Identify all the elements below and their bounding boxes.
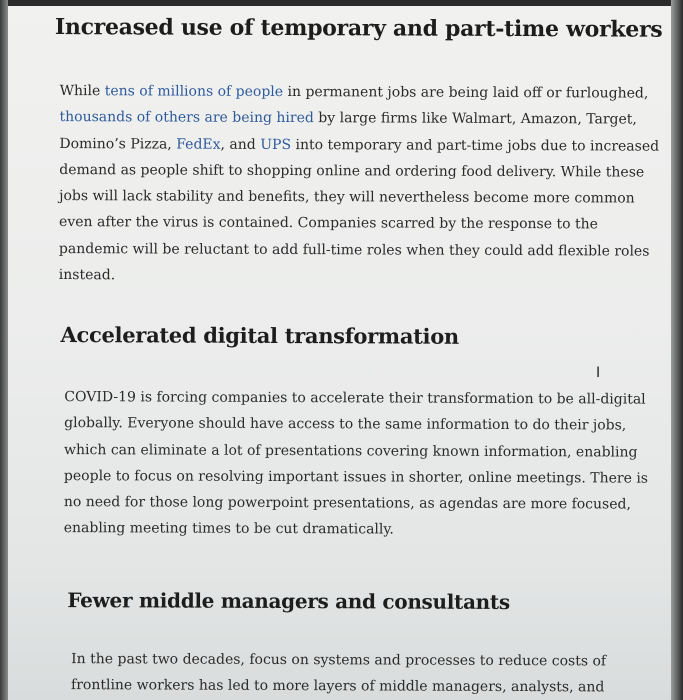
text-cursor-icon: I: [596, 365, 601, 381]
monitor-bezel-left: [0, 0, 8, 700]
heading-middle-managers: Fewer middle managers and consultants: [67, 588, 510, 615]
link-tens-of-millions[interactable]: tens of millions of people: [104, 83, 284, 101]
heading-digital-transformation: Accelerated digital transformation: [60, 322, 459, 349]
article: [50, 6, 665, 696]
paragraph-middle-managers: In the past two decades, focus on systems and processes to reduce costs of frontline workers has led to more layers of middle managers, analysts, and: [71, 651, 607, 696]
paragraph-temporary-workers: [59, 78, 660, 291]
monitor-bezel-right: [671, 0, 683, 700]
text-segment: in permanent jobs are being laid off or furloughed,: [283, 84, 649, 102]
text-segment: , and: [220, 136, 261, 153]
text-segment: by large firms like Walmart, Amazon, Target, Domino’s Pizza,: [59, 110, 637, 153]
link-fedex[interactable]: FedEx: [176, 136, 221, 153]
text-segment: While: [59, 83, 105, 100]
link-ups[interactable]: UPS: [260, 136, 292, 153]
text-segment: into temporary and part-time jobs due to increased demand as people shift to shopping online and ordering food delivery. While these jobs will lack stability and benefits, they will nevertheless become more common even after the virus is contained. Companies scarred by the response to the pandemic will be reluctant to add full-time roles when they could add flexible roles instead.: [58, 136, 660, 284]
link-thousands-hired[interactable]: thousands of others are being hired: [59, 109, 314, 127]
monitor-bezel-top: [0, 0, 683, 6]
heading-temporary-workers: Increased use of temporary and part-time workers: [54, 14, 663, 43]
paragraph-digital-transformation: COVID-19 is forcing companies to accelerate their transformation to be all-digital globally. Everyone should have access to the same information to do their jobs, which can eliminate a lot of presentations covering known information, enabling people to focus on resolving important issues in shorter, online meetings. There is no need for those long powerpoint presentations, as agendas are more focused, enabling meeting times to be cut dramatically.: [63, 389, 649, 538]
